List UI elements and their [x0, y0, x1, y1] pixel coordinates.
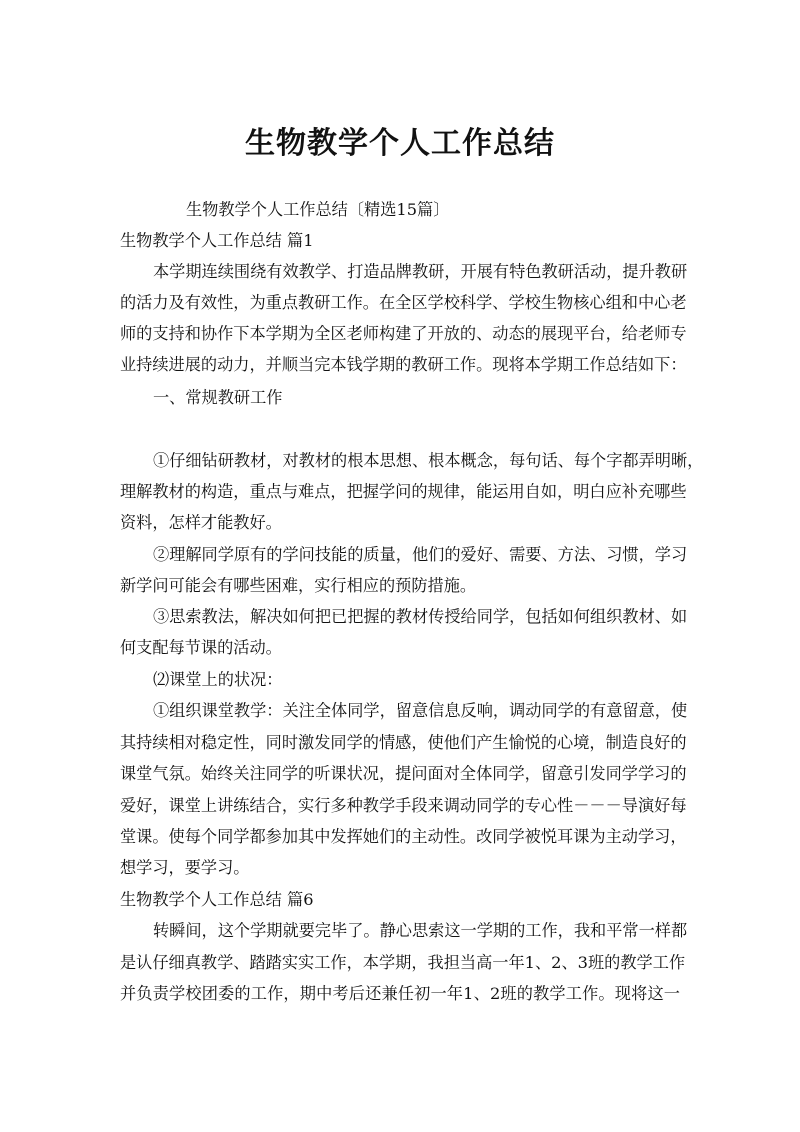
- paragraph-line: 想学习，要学习。: [120, 858, 250, 877]
- paragraph-line: 资料，怎样才能教好。: [120, 513, 282, 532]
- routine-heading: 一、常规教研工作: [153, 388, 283, 407]
- paragraph-line: 本学期连续围绕有效教学、打造品牌教研，开展有特色教研活动，提升教研: [153, 262, 688, 281]
- paragraph-line: 新学问可能会有哪些困难，实行相应的预防措施。: [120, 576, 477, 595]
- document-title: 生物教学个人工作总结: [245, 126, 555, 161]
- paragraph-line: 理解教材的构造，重点与难点，把握学问的规律，能运用自如，明白应补充哪些: [120, 482, 687, 501]
- classroom-heading: ⑵课堂上的状况：: [153, 670, 283, 689]
- document-subtitle: 生物教学个人工作总结〔精选15篇〕: [186, 200, 450, 219]
- paragraph-line: 业持续进展的动力，并顺当完本钱学期的教研工作。现将本学期工作总结如下：: [120, 355, 687, 374]
- paragraph-line: 是认仔细真教学、踏踏实实工作，本学期，我担当高一年1、2、3班的教学工作: [120, 953, 686, 972]
- paragraph-line: ③思索教法，解决如何把已把握的教材传授给同学，包括如何组织教材、如: [153, 607, 688, 626]
- paragraph-line: ②理解同学原有的学问技能的质量，他们的爱好、需要、方法、习惯，学习: [153, 545, 688, 564]
- paragraph-line: 堂课。使每个同学都参加其中发挥她们的主动性。改同学被悦耳课为主动学习，: [120, 827, 687, 846]
- paragraph-line: 转瞬间，这个学期就要完毕了。静心思索这一学期的工作，我和平常一样都: [153, 921, 688, 940]
- paragraph-line: ①仔细钻研教材，对教材的根本思想、根本概念，每句话、每个字都弄明晰，: [153, 451, 704, 470]
- paragraph-line: 爱好，课堂上讲练结合，实行多种教学手段来调动同学的专心性－－－导演好每: [120, 796, 687, 815]
- section-heading-6: 生物教学个人工作总结 篇6: [120, 890, 314, 909]
- paragraph-line: 师的支持和协作下本学期为全区老师构建了开放的、动态的展现平台，给老师专: [120, 324, 687, 343]
- paragraph-line: 其持续相对稳定性，同时激发同学的情感，使他们产生愉悦的心境，制造良好的: [120, 733, 687, 752]
- section-heading-1: 生物教学个人工作总结 篇1: [120, 231, 314, 250]
- paragraph-line: ①组织课堂教学：关注全体同学，留意信息反响，调动同学的有意留意，使: [153, 701, 688, 720]
- paragraph-line: 课堂气氛。始终关注同学的听课状况，提问面对全体同学，留意引发同学学习的: [120, 764, 687, 783]
- paragraph-line: 何支配每节课的活动。: [120, 638, 282, 657]
- paragraph-line: 的活力及有效性，为重点教研工作。在全区学校科学、学校生物核心组和中心老: [120, 293, 687, 312]
- paragraph-line: 并负责学校团委的工作，期中考后还兼任初一年1、2班的教学工作。现将这一: [120, 984, 680, 1003]
